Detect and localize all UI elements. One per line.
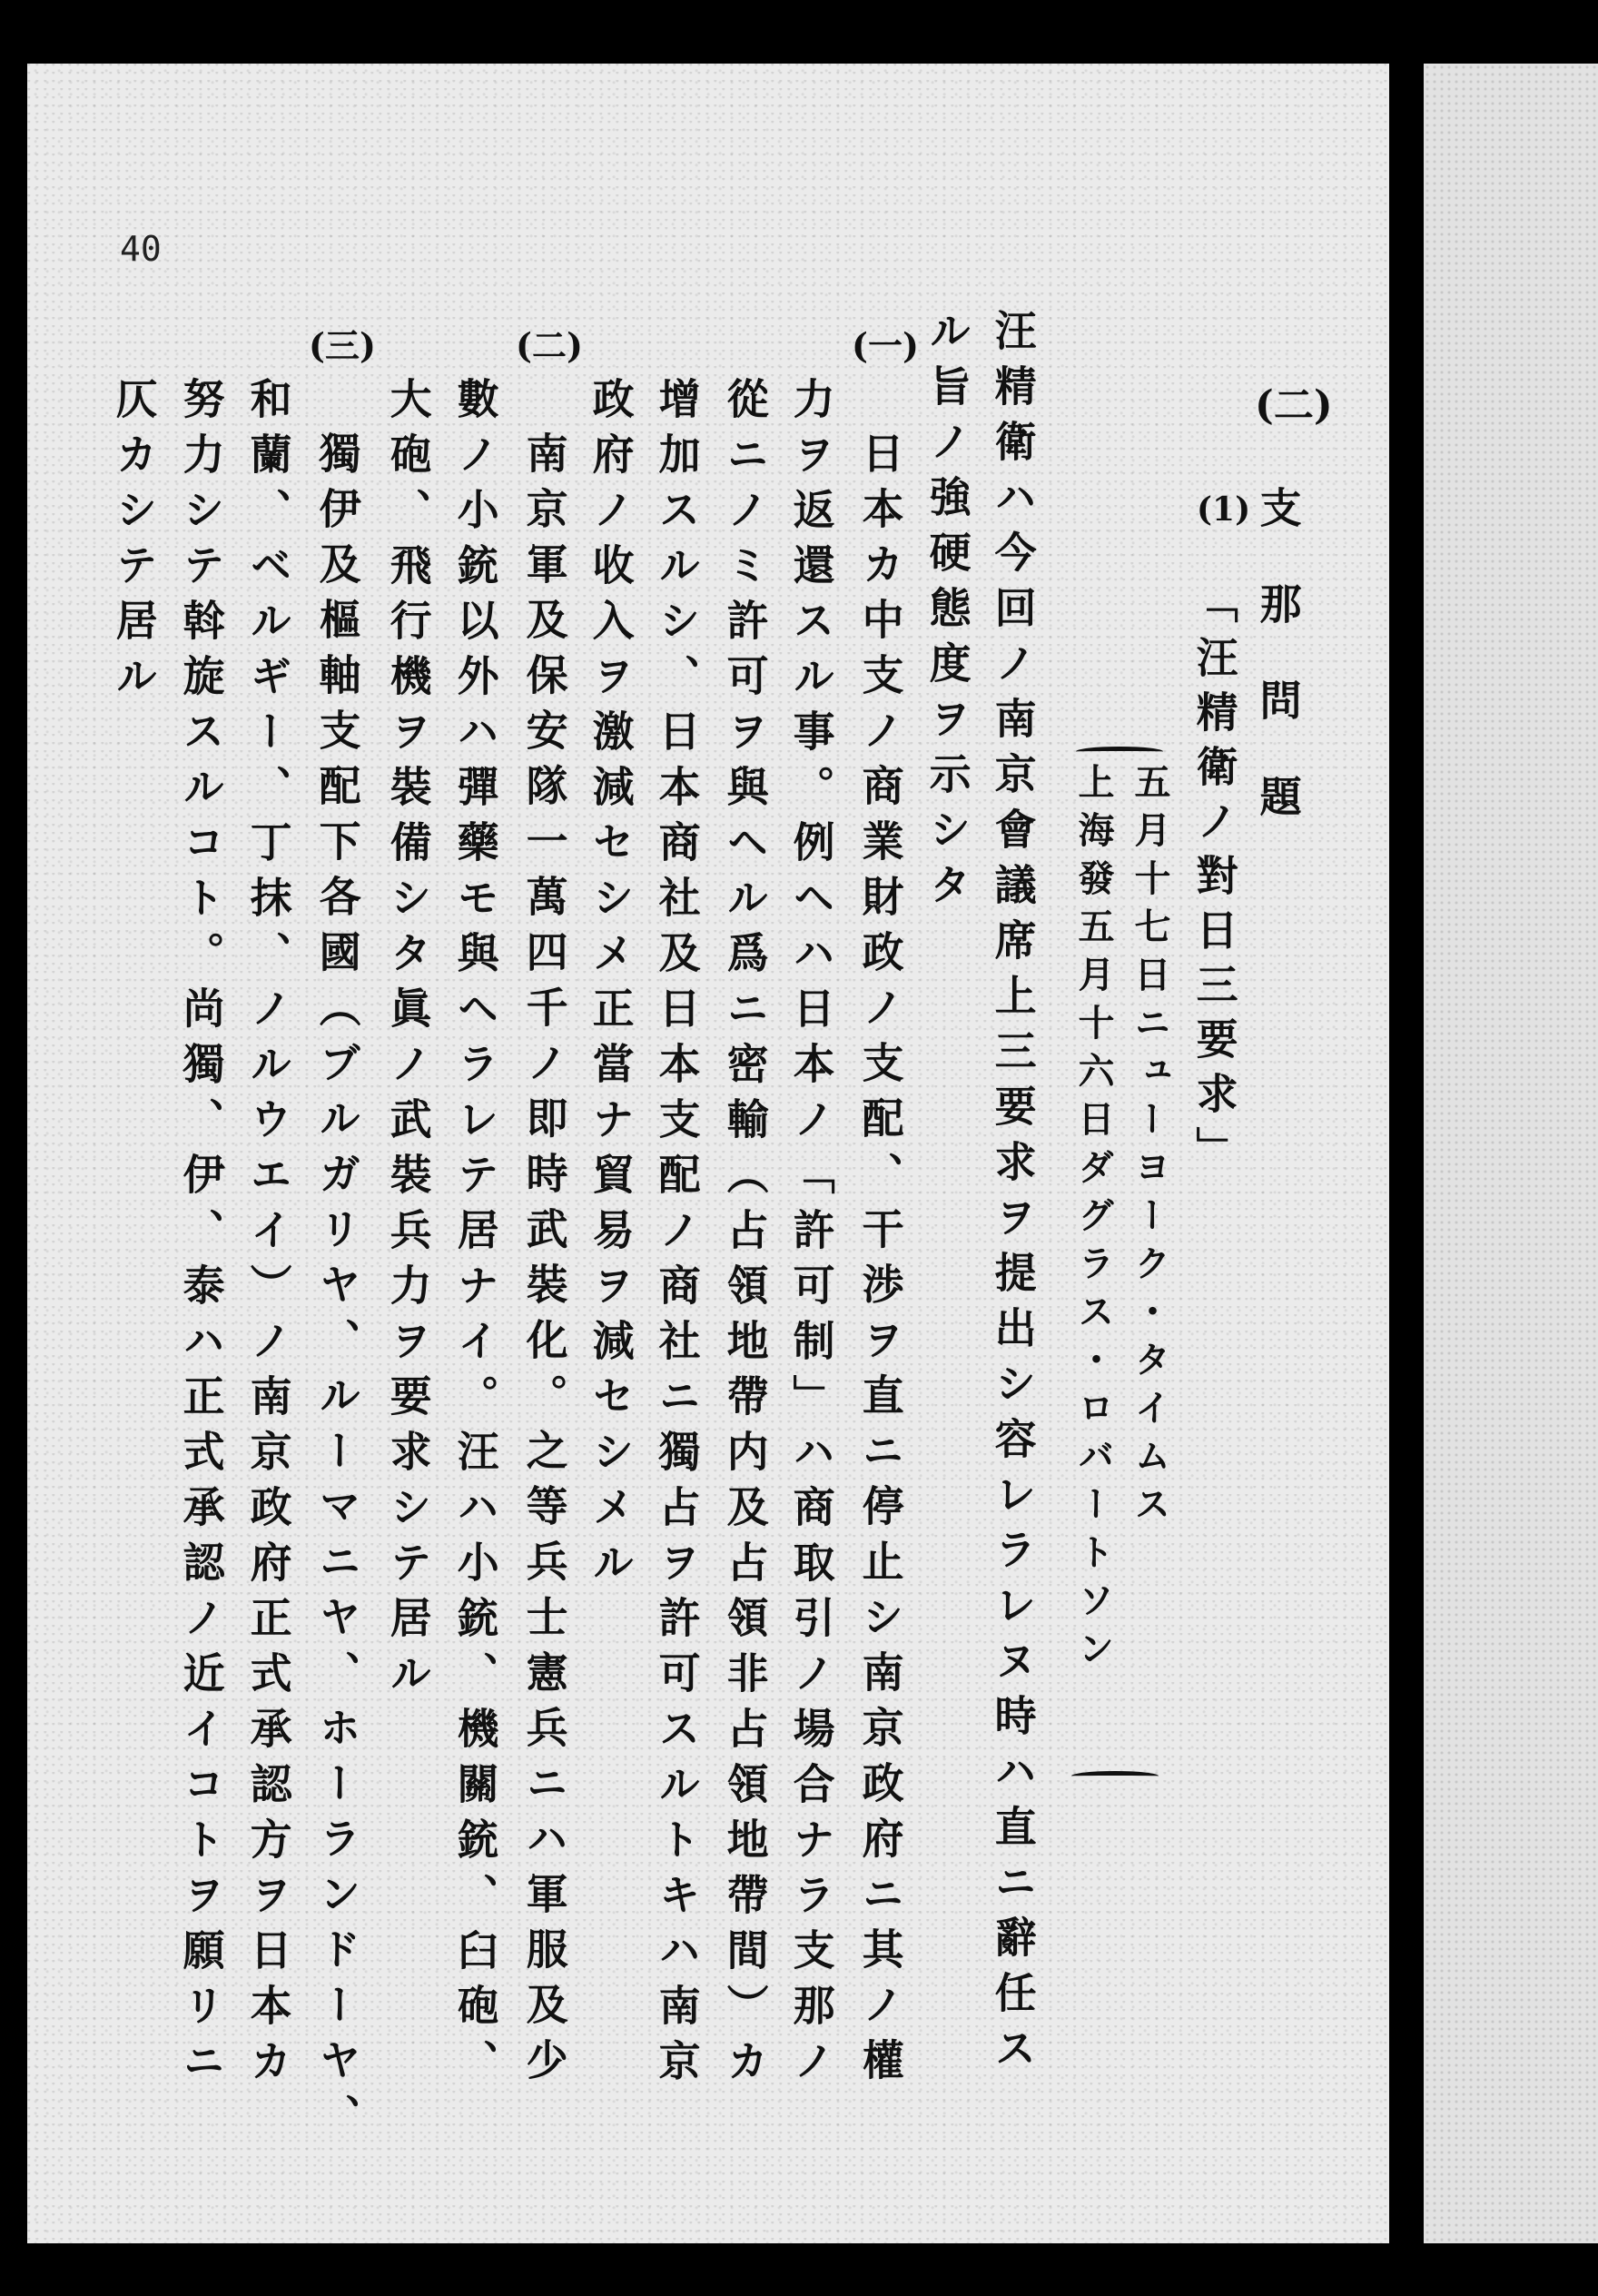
item-marker-3: (三) bbox=[309, 325, 376, 366]
body-column-6: 增加スルシ、日本商社及日本支配ノ商社ニ獨占ヲ許可スルトキハ南京 bbox=[652, 377, 702, 2094]
source-line-2: 上海發五月十六日ダグラス・ロバートソン bbox=[1072, 763, 1115, 1677]
body-column-10: 大砲、飛行機ヲ裝備シタ眞ノ武裝兵力ヲ要求シテ居ル bbox=[383, 377, 433, 1707]
body-column-8: 南京軍及保安隊一萬四千ノ即時武裝化。之等兵士憲兵ニハ軍服及少 bbox=[519, 431, 569, 2093]
body-column-3: 日本カ中支ノ商業財政ノ支配、干渉ヲ直ニ停止シ南京政府ニ其ノ權 bbox=[855, 431, 905, 2093]
brace-bottom bbox=[1071, 1771, 1159, 1781]
section-heading: 支那問題 bbox=[1253, 486, 1303, 871]
body-column-5: 從ニノミ許可ヲ與ヘル爲ニ密輸（占領地帶内及占領非占領地帶間）カ bbox=[720, 377, 770, 2094]
body-column-11: 獨伊及樞軸支配下各國（ブルガリヤ、ルーマニヤ、ホーランドーヤ、 bbox=[312, 431, 362, 2149]
page-number: 40 bbox=[120, 229, 162, 269]
body-column-4: 力ヲ返還スル事。例ヘハ日本ノ「許可制」ハ商取引ノ場合ナラ支那ノ bbox=[786, 377, 836, 2094]
adjacent-page-edge bbox=[1407, 64, 1598, 2243]
body-column-9: 數ノ小銃以外ハ彈藥モ與ヘラレテ居ナイ。汪ハ小銃、機關銃、臼砲、 bbox=[450, 377, 500, 2094]
book-page bbox=[27, 64, 1389, 2243]
body-column-7: 政府ノ收入ヲ激減セシメ正當ナ貿易ヲ減セシメル bbox=[586, 377, 636, 1596]
item-marker-2: (二) bbox=[516, 325, 583, 366]
source-line-1: 五月十七日ニューヨーク・タイムス bbox=[1129, 763, 1171, 1533]
item-marker-1: (一) bbox=[852, 325, 919, 366]
body-column-14: 仄カシテ居ル bbox=[109, 377, 159, 709]
body-column-13: 努力シテ斡旋スルコト。尚獨、伊、泰ハ正式承認ノ近イコトヲ願リニ bbox=[176, 377, 226, 2094]
body-column-1: 汪精衛ハ今回ノ南京會議席上三要求ヲ提出シ容レラレヌ時ハ直ニ辭任ス bbox=[988, 309, 1038, 2082]
brace-top bbox=[1076, 747, 1163, 757]
section-marker: (二) bbox=[1255, 382, 1333, 429]
subheading: 「汪精衛ノ對日三要求」 bbox=[1189, 581, 1239, 1181]
subheading-marker: (1) bbox=[1197, 490, 1251, 529]
body-column-12: 和蘭、ベルギー、丁抹、ノルウエイ）ノ南京政府正式承認方ヲ日本カ bbox=[243, 377, 293, 2094]
body-column-2: ル旨ノ強硬態度ヲ示シタ bbox=[922, 309, 972, 918]
